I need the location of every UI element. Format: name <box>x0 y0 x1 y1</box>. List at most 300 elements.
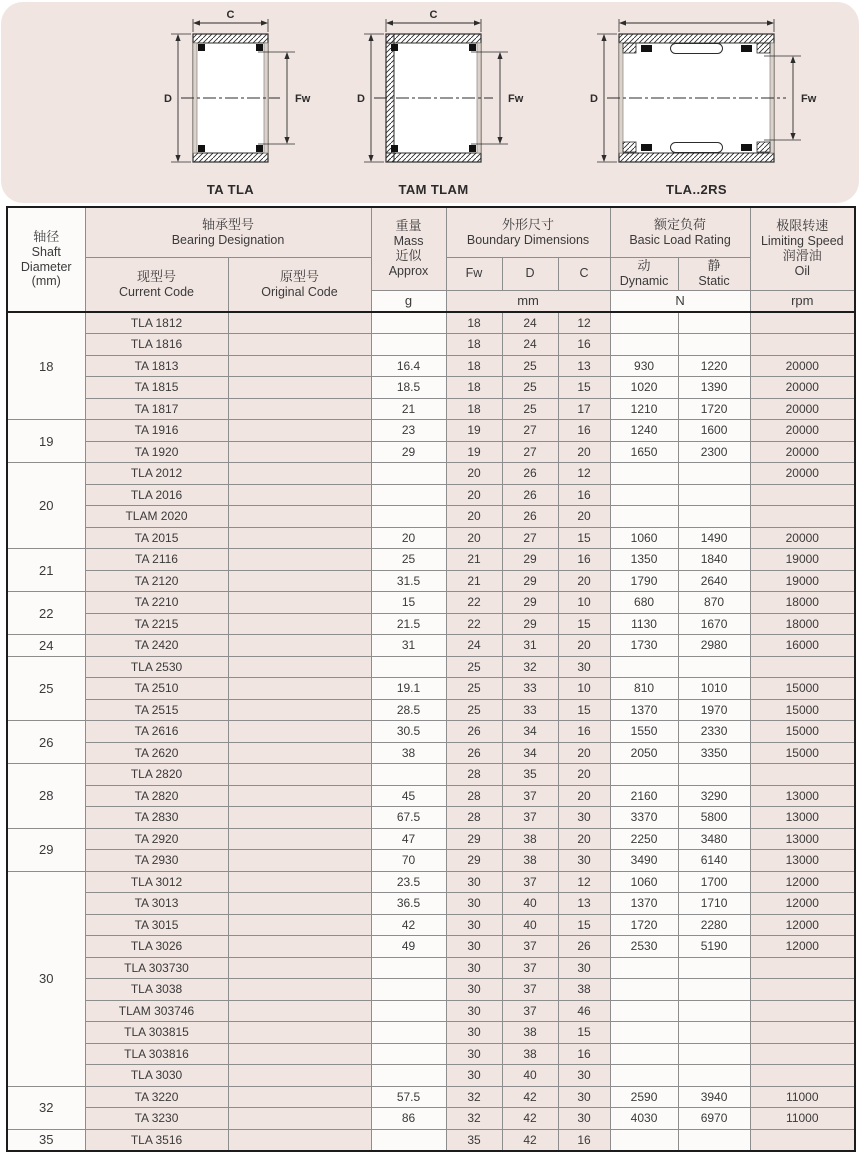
drawing-ta-tla <box>123 8 338 197</box>
cell-shaft-diameter: 29 <box>7 828 85 871</box>
cell-d: 24 <box>502 334 558 356</box>
cell-d: 27 <box>502 420 558 442</box>
cell-original-code <box>228 484 371 506</box>
cell-limiting-speed: 20000 <box>750 398 855 420</box>
cell-static <box>678 1022 750 1044</box>
table-row <box>7 850 855 872</box>
table-row <box>7 957 855 979</box>
cell-c: 15 <box>558 613 610 635</box>
cell-mass <box>371 1043 446 1065</box>
cell-mass: 21.5 <box>371 613 446 635</box>
cell-limiting-speed: 13000 <box>750 828 855 850</box>
cell-d: 34 <box>502 742 558 764</box>
cell-c: 15 <box>558 699 610 721</box>
cell-current-code: TLA 303815 <box>85 1022 228 1044</box>
cell-original-code <box>228 699 371 721</box>
cell-original-code <box>228 871 371 893</box>
table-row <box>7 484 855 506</box>
cell-d: 33 <box>502 699 558 721</box>
cell-dynamic <box>610 1043 678 1065</box>
cell-static <box>678 1043 750 1065</box>
cell-current-code: TA 1813 <box>85 355 228 377</box>
cell-c: 10 <box>558 678 610 700</box>
cell-c: 12 <box>558 463 610 485</box>
drawing-tla-2rs <box>549 8 844 197</box>
cell-fw: 18 <box>446 334 502 356</box>
cell-current-code: TA 2820 <box>85 785 228 807</box>
cell-limiting-speed: 18000 <box>750 592 855 614</box>
cell-mass <box>371 957 446 979</box>
cell-static: 3290 <box>678 785 750 807</box>
cell-static: 3480 <box>678 828 750 850</box>
cell-mass: 28.5 <box>371 699 446 721</box>
unit-mass: g <box>371 290 446 312</box>
cell-original-code <box>228 656 371 678</box>
cell-mass: 23 <box>371 420 446 442</box>
cell-dynamic: 3490 <box>610 850 678 872</box>
table-row <box>7 1108 855 1130</box>
cell-original-code <box>228 613 371 635</box>
cell-static: 2330 <box>678 721 750 743</box>
cell-static: 6140 <box>678 850 750 872</box>
cell-static: 1970 <box>678 699 750 721</box>
cell-limiting-speed: 20000 <box>750 527 855 549</box>
cell-d: 38 <box>502 1043 558 1065</box>
cell-static: 2280 <box>678 914 750 936</box>
cell-original-code <box>228 463 371 485</box>
cell-current-code: TLAM 2020 <box>85 506 228 528</box>
cell-limiting-speed <box>750 1000 855 1022</box>
cell-fw: 18 <box>446 355 502 377</box>
cell-current-code: TA 1817 <box>85 398 228 420</box>
cell-static: 5800 <box>678 807 750 829</box>
cell-c: 20 <box>558 742 610 764</box>
cell-current-code: TLA 3516 <box>85 1129 228 1151</box>
cell-mass <box>371 1000 446 1022</box>
bearing-spec-table <box>6 206 856 1152</box>
cell-current-code: TLA 3012 <box>85 871 228 893</box>
cell-dynamic: 810 <box>610 678 678 700</box>
cell-mass <box>371 312 446 334</box>
cell-mass: 20 <box>371 527 446 549</box>
cell-fw: 21 <box>446 549 502 571</box>
cell-static <box>678 957 750 979</box>
cell-d: 40 <box>502 914 558 936</box>
cell-dynamic <box>610 506 678 528</box>
cell-current-code: TLAM 303746 <box>85 1000 228 1022</box>
cell-original-code <box>228 1129 371 1151</box>
cell-dynamic: 1550 <box>610 721 678 743</box>
cell-static: 2300 <box>678 441 750 463</box>
cell-fw: 19 <box>446 420 502 442</box>
cell-dynamic <box>610 463 678 485</box>
cell-d: 29 <box>502 570 558 592</box>
cell-fw: 18 <box>446 398 502 420</box>
cell-c: 30 <box>558 807 610 829</box>
table-row <box>7 914 855 936</box>
header-col-d: D <box>502 257 558 290</box>
cell-current-code: TA 2616 <box>85 721 228 743</box>
cell-c: 20 <box>558 635 610 657</box>
dim-label-d: D <box>590 93 598 105</box>
table-row <box>7 1065 855 1087</box>
cell-mass <box>371 484 446 506</box>
cell-current-code: TA 2120 <box>85 570 228 592</box>
cell-limiting-speed: 20000 <box>750 355 855 377</box>
cell-static: 1840 <box>678 549 750 571</box>
cell-dynamic <box>610 656 678 678</box>
cell-mass: 19.1 <box>371 678 446 700</box>
cell-c: 20 <box>558 506 610 528</box>
cell-c: 15 <box>558 377 610 399</box>
cell-fw: 20 <box>446 463 502 485</box>
cell-fw: 29 <box>446 850 502 872</box>
cell-fw: 20 <box>446 506 502 528</box>
cell-c: 46 <box>558 1000 610 1022</box>
cell-mass: 31 <box>371 635 446 657</box>
dim-label-fw: Fw <box>508 93 524 105</box>
cell-fw: 25 <box>446 699 502 721</box>
drawing-tam-tlam <box>316 8 551 197</box>
cell-mass <box>371 1129 446 1151</box>
cell-fw: 32 <box>446 1086 502 1108</box>
cell-mass <box>371 656 446 678</box>
cell-d: 42 <box>502 1129 558 1151</box>
table-row <box>7 936 855 958</box>
cell-d: 42 <box>502 1086 558 1108</box>
cell-limiting-speed: 15000 <box>750 678 855 700</box>
cell-static <box>678 463 750 485</box>
cell-dynamic: 2250 <box>610 828 678 850</box>
cell-mass <box>371 764 446 786</box>
cell-fw: 30 <box>446 979 502 1001</box>
cell-d: 33 <box>502 678 558 700</box>
cell-static <box>678 334 750 356</box>
cell-dynamic: 1130 <box>610 613 678 635</box>
cell-c: 20 <box>558 441 610 463</box>
cell-d: 29 <box>502 613 558 635</box>
cell-shaft-diameter: 22 <box>7 592 85 635</box>
cell-mass: 47 <box>371 828 446 850</box>
cell-fw: 20 <box>446 484 502 506</box>
dim-label-c: C <box>226 9 235 21</box>
cell-shaft-diameter: 32 <box>7 1086 85 1129</box>
table-row <box>7 312 855 334</box>
cell-original-code <box>228 764 371 786</box>
table-row <box>7 1043 855 1065</box>
cell-fw: 26 <box>446 742 502 764</box>
drawing-caption: TA TLA <box>206 182 255 197</box>
cell-dynamic <box>610 484 678 506</box>
cell-fw: 25 <box>446 678 502 700</box>
table-row <box>7 334 855 356</box>
cell-c: 30 <box>558 656 610 678</box>
cell-dynamic <box>610 1022 678 1044</box>
cell-mass: 31.5 <box>371 570 446 592</box>
cell-d: 40 <box>502 1065 558 1087</box>
table-row <box>7 807 855 829</box>
dim-label-d: D <box>357 93 365 105</box>
cell-original-code <box>228 1065 371 1087</box>
cell-limiting-speed <box>750 1022 855 1044</box>
dim-label-fw: Fw <box>801 93 817 105</box>
cell-original-code <box>228 334 371 356</box>
cell-c: 30 <box>558 1065 610 1087</box>
cell-fw: 32 <box>446 1108 502 1130</box>
table-row <box>7 377 855 399</box>
cell-fw: 22 <box>446 592 502 614</box>
cell-current-code: TLA 3038 <box>85 979 228 1001</box>
cell-shaft-diameter: 18 <box>7 312 85 420</box>
cell-fw: 18 <box>446 312 502 334</box>
cell-fw: 30 <box>446 893 502 915</box>
cell-limiting-speed: 20000 <box>750 377 855 399</box>
cell-mass: 86 <box>371 1108 446 1130</box>
header-col-c: C <box>558 257 610 290</box>
table-row <box>7 699 855 721</box>
header-col-fw: Fw <box>446 257 502 290</box>
cell-fw: 22 <box>446 613 502 635</box>
cell-mass: 57.5 <box>371 1086 446 1108</box>
cell-shaft-diameter: 20 <box>7 463 85 549</box>
cell-fw: 20 <box>446 527 502 549</box>
cell-mass <box>371 1022 446 1044</box>
cell-dynamic: 1650 <box>610 441 678 463</box>
cell-mass <box>371 334 446 356</box>
cell-original-code <box>228 1000 371 1022</box>
cell-current-code: TA 2930 <box>85 850 228 872</box>
cell-original-code <box>228 1043 371 1065</box>
cell-limiting-speed <box>750 506 855 528</box>
cell-original-code <box>228 1086 371 1108</box>
header-current-code: 现型号 Current Code <box>85 257 228 312</box>
cell-dynamic <box>610 979 678 1001</box>
cell-static <box>678 656 750 678</box>
cell-original-code <box>228 678 371 700</box>
cell-limiting-speed: 12000 <box>750 936 855 958</box>
header-dynamic: 动 Dynamic <box>610 257 678 290</box>
cell-fw: 29 <box>446 828 502 850</box>
cell-limiting-speed: 13000 <box>750 807 855 829</box>
cell-static <box>678 764 750 786</box>
cell-static <box>678 506 750 528</box>
cell-mass: 70 <box>371 850 446 872</box>
cell-current-code: TA 3015 <box>85 914 228 936</box>
table-row <box>7 785 855 807</box>
table-row <box>7 592 855 614</box>
cell-original-code <box>228 936 371 958</box>
cell-limiting-speed: 18000 <box>750 613 855 635</box>
table-row <box>7 398 855 420</box>
cell-static: 1220 <box>678 355 750 377</box>
header-shaft-diameter: 轴径 Shaft Diameter (mm) <box>7 207 85 312</box>
cell-static: 1710 <box>678 893 750 915</box>
cell-d: 37 <box>502 807 558 829</box>
cell-d: 40 <box>502 893 558 915</box>
cell-shaft-diameter: 21 <box>7 549 85 592</box>
cell-c: 16 <box>558 334 610 356</box>
cell-limiting-speed: 19000 <box>750 549 855 571</box>
cell-original-code <box>228 635 371 657</box>
cell-c: 38 <box>558 979 610 1001</box>
table-row <box>7 570 855 592</box>
cell-c: 13 <box>558 355 610 377</box>
cell-fw: 35 <box>446 1129 502 1151</box>
cell-c: 16 <box>558 1129 610 1151</box>
cell-d: 37 <box>502 936 558 958</box>
cell-dynamic: 1720 <box>610 914 678 936</box>
cell-mass: 21 <box>371 398 446 420</box>
cell-mass: 16.4 <box>371 355 446 377</box>
cell-limiting-speed: 11000 <box>750 1108 855 1130</box>
bearing-cross-section-icon <box>316 8 551 176</box>
cell-current-code: TA 3013 <box>85 893 228 915</box>
cell-c: 16 <box>558 420 610 442</box>
cell-c: 16 <box>558 484 610 506</box>
cell-mass: 15 <box>371 592 446 614</box>
cell-dynamic <box>610 334 678 356</box>
cell-static: 6970 <box>678 1108 750 1130</box>
cell-c: 16 <box>558 1043 610 1065</box>
cell-fw: 21 <box>446 570 502 592</box>
cell-fw: 28 <box>446 764 502 786</box>
cell-mass <box>371 506 446 528</box>
cell-static <box>678 979 750 1001</box>
cell-c: 30 <box>558 850 610 872</box>
cell-current-code: TA 2116 <box>85 549 228 571</box>
cell-fw: 30 <box>446 1022 502 1044</box>
cell-c: 17 <box>558 398 610 420</box>
cell-limiting-speed: 15000 <box>750 721 855 743</box>
cell-mass: 29 <box>371 441 446 463</box>
cell-limiting-speed <box>750 484 855 506</box>
cell-limiting-speed: 12000 <box>750 893 855 915</box>
cell-d: 26 <box>502 484 558 506</box>
cell-static: 1720 <box>678 398 750 420</box>
table-row <box>7 527 855 549</box>
cell-original-code <box>228 355 371 377</box>
cell-current-code: TA 1916 <box>85 420 228 442</box>
cell-limiting-speed: 15000 <box>750 699 855 721</box>
cell-original-code <box>228 742 371 764</box>
cell-fw: 28 <box>446 785 502 807</box>
cell-limiting-speed: 19000 <box>750 570 855 592</box>
cell-mass <box>371 1065 446 1087</box>
table-row <box>7 871 855 893</box>
cell-dynamic <box>610 764 678 786</box>
cell-original-code <box>228 721 371 743</box>
cell-current-code: TA 2515 <box>85 699 228 721</box>
cell-original-code <box>228 312 371 334</box>
cell-static: 3350 <box>678 742 750 764</box>
cell-current-code: TLA 2530 <box>85 656 228 678</box>
cell-d: 38 <box>502 850 558 872</box>
table-header <box>7 207 855 312</box>
cell-current-code: TA 3220 <box>85 1086 228 1108</box>
cell-static: 1390 <box>678 377 750 399</box>
cell-d: 35 <box>502 764 558 786</box>
dim-label-d: D <box>164 93 172 105</box>
header-limiting-speed: 极限转速 Limiting Speed 润滑油 Oil <box>750 207 855 290</box>
cell-fw: 30 <box>446 914 502 936</box>
cell-static: 1010 <box>678 678 750 700</box>
cell-current-code: TA 1815 <box>85 377 228 399</box>
table-row <box>7 979 855 1001</box>
cell-d: 37 <box>502 979 558 1001</box>
cell-shaft-diameter: 24 <box>7 635 85 657</box>
cell-d: 25 <box>502 355 558 377</box>
cell-static: 2640 <box>678 570 750 592</box>
cell-limiting-speed: 12000 <box>750 914 855 936</box>
cell-mass <box>371 463 446 485</box>
cell-limiting-speed: 16000 <box>750 635 855 657</box>
cell-c: 20 <box>558 570 610 592</box>
table-body <box>7 312 855 1151</box>
cell-current-code: TLA 3026 <box>85 936 228 958</box>
cell-mass: 45 <box>371 785 446 807</box>
cell-d: 34 <box>502 721 558 743</box>
cell-fw: 30 <box>446 1065 502 1087</box>
cell-d: 37 <box>502 1000 558 1022</box>
table-row <box>7 1129 855 1151</box>
table-row <box>7 1022 855 1044</box>
table-row <box>7 355 855 377</box>
cell-limiting-speed: 20000 <box>750 420 855 442</box>
table-row <box>7 549 855 571</box>
cell-dynamic: 1020 <box>610 377 678 399</box>
cell-c: 16 <box>558 721 610 743</box>
table-row <box>7 742 855 764</box>
cell-c: 20 <box>558 828 610 850</box>
table-row <box>7 506 855 528</box>
cell-mass: 25 <box>371 549 446 571</box>
cell-current-code: TA 2830 <box>85 807 228 829</box>
cell-limiting-speed <box>750 1129 855 1151</box>
cell-static: 1490 <box>678 527 750 549</box>
cell-original-code <box>228 527 371 549</box>
cell-fw: 25 <box>446 656 502 678</box>
cell-fw: 19 <box>446 441 502 463</box>
cell-c: 20 <box>558 785 610 807</box>
table-row <box>7 656 855 678</box>
table-row <box>7 635 855 657</box>
cell-mass: 23.5 <box>371 871 446 893</box>
cell-static: 5190 <box>678 936 750 958</box>
cell-dynamic: 1790 <box>610 570 678 592</box>
cell-dynamic <box>610 1129 678 1151</box>
cell-static: 2980 <box>678 635 750 657</box>
table-row <box>7 764 855 786</box>
cell-current-code: TLA 303730 <box>85 957 228 979</box>
cell-original-code <box>228 506 371 528</box>
cell-dynamic: 2590 <box>610 1086 678 1108</box>
cell-static: 1700 <box>678 871 750 893</box>
cell-dynamic: 1730 <box>610 635 678 657</box>
cell-original-code <box>228 549 371 571</box>
cell-current-code: TA 2510 <box>85 678 228 700</box>
cell-current-code: TLA 1812 <box>85 312 228 334</box>
bearing-drawings-panel <box>1 2 859 203</box>
cell-original-code <box>228 979 371 1001</box>
cell-dynamic <box>610 312 678 334</box>
cell-dynamic: 1240 <box>610 420 678 442</box>
cell-dynamic: 1350 <box>610 549 678 571</box>
unit-speed: rpm <box>750 290 855 312</box>
cell-static <box>678 1129 750 1151</box>
cell-limiting-speed: 20000 <box>750 441 855 463</box>
cell-limiting-speed <box>750 979 855 1001</box>
cell-original-code <box>228 807 371 829</box>
